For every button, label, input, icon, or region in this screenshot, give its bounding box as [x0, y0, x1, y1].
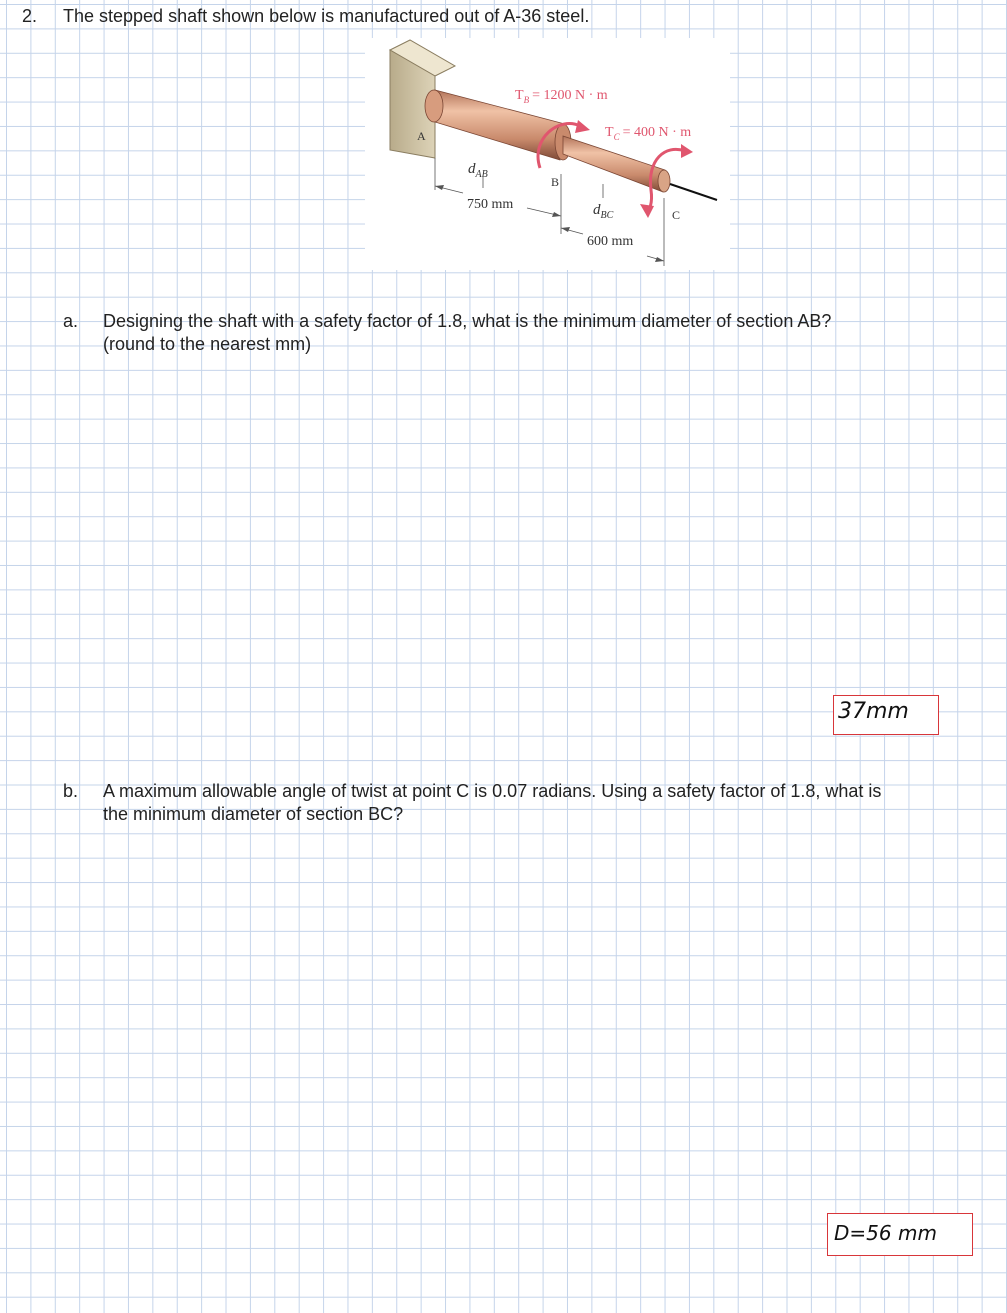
- question-number: 2.: [22, 6, 38, 26]
- part-a-question-line2: (round to the nearest mm): [103, 334, 312, 354]
- point-c-label: C: [672, 208, 681, 222]
- point-a-label: A: [417, 129, 426, 143]
- point-b-label: B: [551, 175, 560, 189]
- shaft-axis-line: [670, 184, 717, 200]
- torque-c-label: $T_C = 400$ N · m: [605, 125, 692, 142]
- length-ab-label: 750 mm: [467, 197, 514, 212]
- part-a-question-line1: Designing the shaft with a safety factor of 1.8, what is the minimum diameter of section AB?: [103, 311, 832, 331]
- diameter-bc-label: $d_{BC}$: [593, 202, 614, 221]
- diameter-ab-label: $d_{AB}$: [468, 161, 488, 180]
- part-a-answer: 37mm: [838, 699, 909, 724]
- question-intro: The stepped shaft shown below is manufactured out of A-36 steel.: [63, 6, 590, 26]
- shaft-section-bc: [563, 136, 717, 200]
- part-b-answer: D=56 mm: [834, 1221, 937, 1245]
- part-a-answer-box: [833, 695, 939, 735]
- part-b-label: b.: [63, 781, 79, 801]
- part-b-question-line1: A maximum allowable angle of twist at point C is 0.07 radians. Using a safety factor of 1.8, what is: [103, 781, 882, 801]
- stepped-shaft-figure: [365, 38, 730, 270]
- part-b-answer-box: [827, 1213, 973, 1256]
- part-a-label: a.: [63, 311, 79, 331]
- part-b-question-line2: the minimum diameter of section BC?: [103, 804, 404, 824]
- length-bc-label: 600 mm: [587, 234, 634, 249]
- torque-b-label: $T_B = 1200$ N · m: [515, 88, 608, 105]
